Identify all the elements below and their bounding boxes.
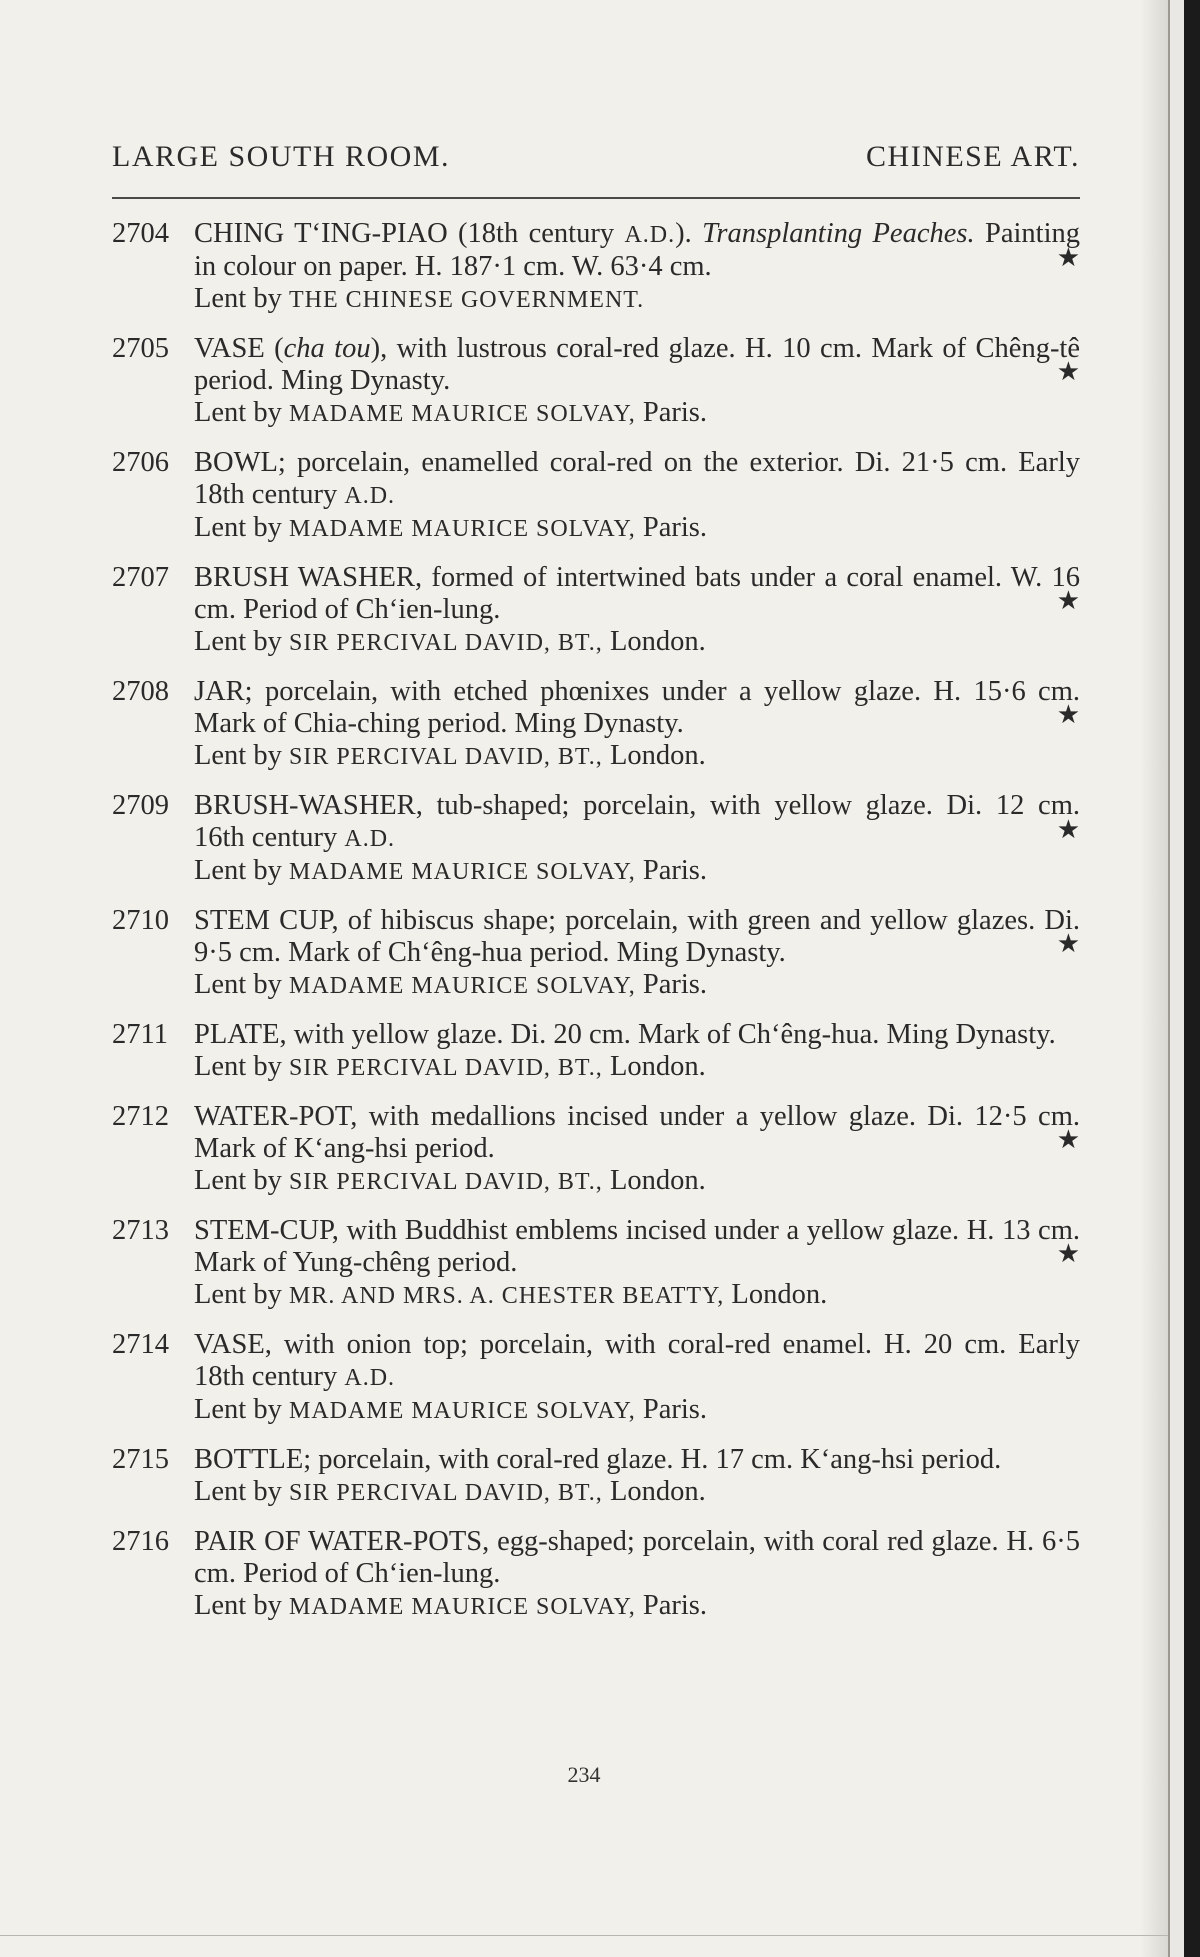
entry-description: WATER-POT, with medallions incised under a yellow glaze. Di. 12·5 cm. Mark of K‘ang-hsi period. <box>194 1101 1080 1164</box>
entry-lender-line: Lent by MADAME MAURICE SOLVAY, Paris. <box>194 969 707 1000</box>
entry-number: 2712 <box>112 1101 169 1132</box>
entry-lender-line: Lent by SIR PERCIVAL DAVID, BT., London. <box>194 1476 706 1507</box>
catalogue-entry <box>112 1329 1080 1427</box>
lender-name: MADAME MAURICE SOLVAY, <box>288 1398 636 1424</box>
lender-name: SIR PERCIVAL DAVID, BT., <box>288 1055 603 1081</box>
header-section-title: CHINESE ART. <box>866 140 1080 173</box>
star-icon: ★ <box>1056 357 1080 386</box>
catalogue-entry <box>112 790 1080 888</box>
catalogue-entries <box>112 218 1080 1640</box>
entry-lender-line: Lent by MADAME MAURICE SOLVAY, Paris. <box>194 512 707 543</box>
entry-lender-line: Lent by MADAME MAURICE SOLVAY, Paris. <box>194 1394 707 1425</box>
lender-name: MADAME MAURICE SOLVAY, <box>288 1594 636 1620</box>
lender-name: MR. AND MRS. A. CHESTER BEATTY, <box>288 1283 725 1309</box>
catalogue-entry <box>112 1019 1080 1084</box>
star-icon: ★ <box>1056 243 1080 272</box>
lender-name: SIR PERCIVAL DAVID, BT., <box>288 1169 603 1195</box>
entry-description: STEM-CUP, with Buddhist emblems incised under a yellow glaze. H. 13 cm. Mark of Yung-chêng period. <box>194 1215 1080 1278</box>
entry-description: BOWL; porcelain, enamelled coral-red on the exterior. Di. 21·5 cm. Early 18th century A.D. <box>194 447 1080 510</box>
entry-lender-line: Lent by SIR PERCIVAL DAVID, BT., London. <box>194 626 706 657</box>
lender-name: MADAME MAURICE SOLVAY, <box>288 859 636 885</box>
catalogue-entry <box>112 676 1080 773</box>
entry-lender-line: Lent by MADAME MAURICE SOLVAY, Paris. <box>194 397 707 428</box>
entry-description: CHING T‘ING-PIAO (18th century A.D.). Transplanting Peaches. Painting in colour on paper. H. 187·1 cm. W. 63·4 cm. <box>194 218 1080 282</box>
entry-number: 2707 <box>112 562 169 593</box>
book-spine <box>1170 0 1200 1957</box>
star-icon: ★ <box>1056 929 1080 958</box>
entry-description: PAIR OF WATER-POTS, egg-shaped; porcelain, with coral red glaze. H. 6·5 cm. Period of Ch‘ien-lung. <box>194 1526 1080 1589</box>
page-number: 234 <box>567 1762 601 1787</box>
entry-description: STEM CUP, of hibiscus shape; porcelain, with green and yellow glazes. Di. 9·5 cm. Mark of Ch‘êng-hua period. Ming Dynasty. <box>194 905 1080 968</box>
entry-number: 2715 <box>112 1444 169 1475</box>
star-icon: ★ <box>1056 586 1080 615</box>
running-header <box>112 140 1080 184</box>
entry-description: BOTTLE; porcelain, with coral-red glaze. H. 17 cm. K‘ang-hsi period. <box>194 1444 1002 1475</box>
entry-description: VASE (cha tou), with lustrous coral-red glaze. H. 10 cm. Mark of Chêng-tê period. Ming Dynasty. <box>194 333 1081 396</box>
star-icon: ★ <box>1056 815 1080 844</box>
entry-number: 2708 <box>112 676 169 707</box>
entry-lender-line: Lent by SIR PERCIVAL DAVID, BT., London. <box>194 1165 706 1196</box>
entry-lender-line: Lent by MADAME MAURICE SOLVAY, Paris. <box>194 1590 707 1621</box>
catalogue-entry <box>112 905 1080 1002</box>
entry-description: JAR; porcelain, with etched phœnixes under a yellow glaze. H. 15·6 cm. Mark of Chia-ching period. Ming Dynasty. <box>194 676 1080 739</box>
page-gutter-shadow <box>1140 0 1168 1957</box>
entry-description: PLATE, with yellow glaze. Di. 20 cm. Mark of Ch‘êng-hua. Ming Dynasty. <box>194 1019 1056 1050</box>
star-icon: ★ <box>1056 1239 1080 1268</box>
page-bottom-edge <box>0 1935 1168 1936</box>
lender-name: MADAME MAURICE SOLVAY, <box>288 973 636 999</box>
catalogue-entry <box>112 1526 1080 1623</box>
catalogue-entry <box>112 447 1080 545</box>
entry-lender-line: Lent by MADAME MAURICE SOLVAY, Paris. <box>194 855 707 886</box>
star-icon: ★ <box>1056 700 1080 729</box>
entry-number: 2713 <box>112 1215 169 1246</box>
star-icon: ★ <box>1056 1125 1080 1154</box>
header-rule <box>112 197 1080 199</box>
catalogue-entry <box>112 562 1080 659</box>
entry-number: 2710 <box>112 905 169 936</box>
lender-name: THE CHINESE GOVERNMENT. <box>288 287 645 313</box>
lender-name: SIR PERCIVAL DAVID, BT., <box>288 1480 603 1506</box>
entry-lender-line: Lent by MR. AND MRS. A. CHESTER BEATTY, London. <box>194 1279 828 1310</box>
entry-description: BRUSH-WASHER, tub-shaped; porcelain, with yellow glaze. Di. 12 cm. 16th century A.D. <box>194 790 1080 853</box>
entry-lender-line: Lent by SIR PERCIVAL DAVID, BT., London. <box>194 740 706 771</box>
catalogue-entry <box>112 1215 1080 1312</box>
entry-lender-line: Lent by THE CHINESE GOVERNMENT. <box>194 283 645 314</box>
catalogue-entry <box>112 1444 1080 1509</box>
header-room-title: LARGE SOUTH ROOM. <box>112 140 451 173</box>
lender-name: MADAME MAURICE SOLVAY, <box>288 516 636 542</box>
entry-description: VASE, with onion top; porcelain, with coral-red enamel. H. 20 cm. Early 18th century A.D. <box>194 1329 1080 1392</box>
lender-name: MADAME MAURICE SOLVAY, <box>288 401 636 427</box>
catalogue-entry <box>112 218 1080 316</box>
lender-name: SIR PERCIVAL DAVID, BT., <box>288 630 603 656</box>
catalogue-entry <box>112 333 1080 430</box>
catalogue-entry <box>112 1101 1080 1198</box>
entry-number: 2705 <box>112 333 169 364</box>
entry-lender-line: Lent by SIR PERCIVAL DAVID, BT., London. <box>194 1051 706 1082</box>
entry-number: 2716 <box>112 1526 169 1557</box>
lender-name: SIR PERCIVAL DAVID, BT., <box>288 744 603 770</box>
entry-number: 2711 <box>112 1019 168 1050</box>
entry-number: 2709 <box>112 790 169 821</box>
spine-band <box>1184 0 1200 1957</box>
entry-number: 2704 <box>112 218 169 249</box>
entry-number: 2714 <box>112 1329 169 1360</box>
entry-number: 2706 <box>112 447 169 478</box>
entry-description: BRUSH WASHER, formed of intertwined bats under a coral enamel. W. 16 cm. Period of Ch‘ien-lung. <box>194 562 1080 625</box>
